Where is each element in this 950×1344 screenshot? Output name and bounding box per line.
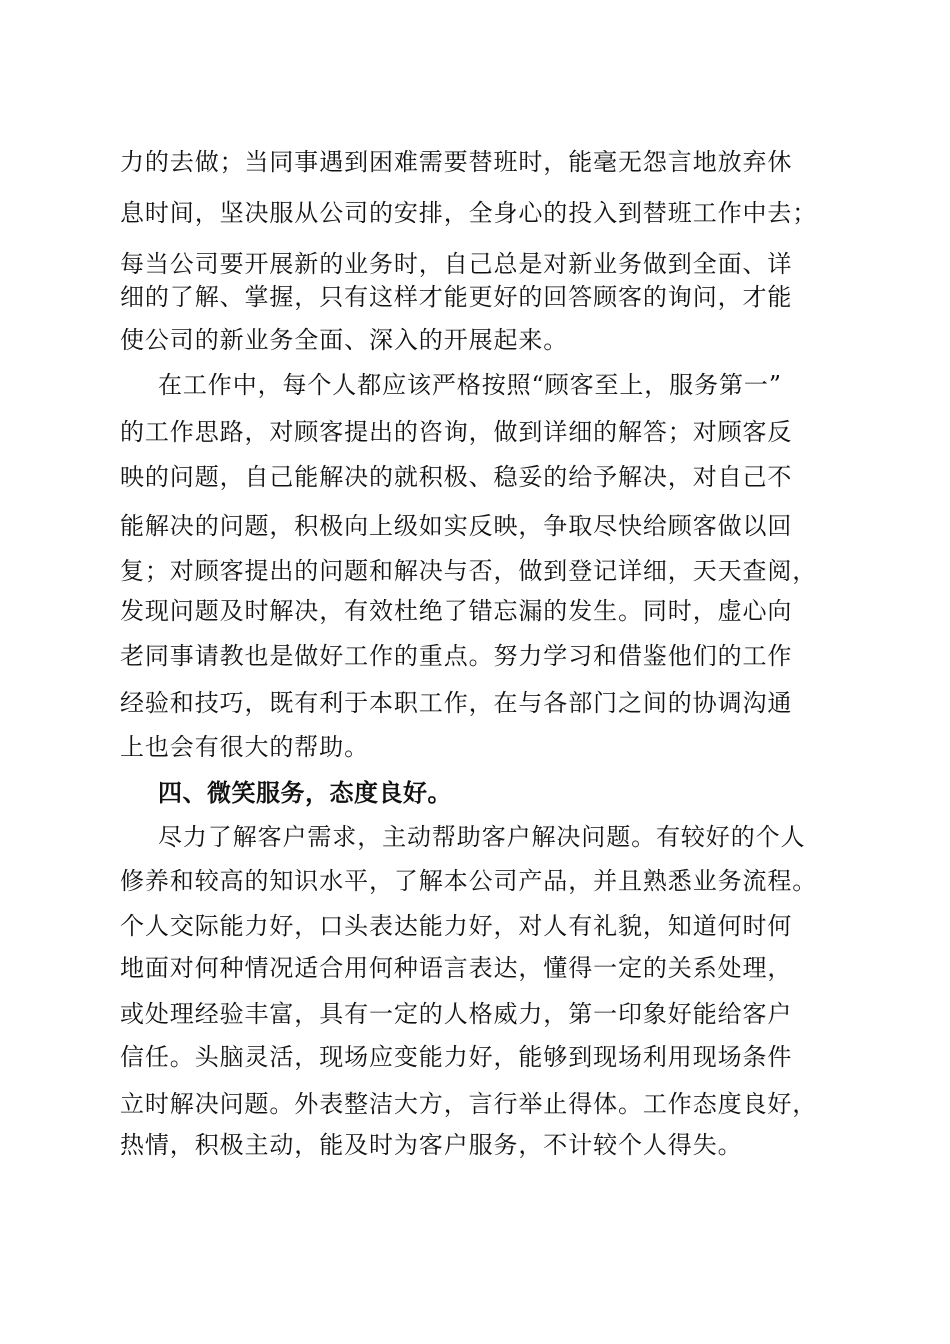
paragraph-3-line-1: 尽力了解客户需求，主动帮助客户解决问题。有较好的个人 — [158, 823, 806, 851]
paragraph-1-line-5: 使公司的新业务全面、深入的开展起来。 — [120, 326, 569, 354]
paragraph-1-line-4: 细的了解、掌握，只有这样才能更好的回答顾客的询问，才能 — [120, 283, 793, 311]
paragraph-1-line-3: 每当公司要开展新的业务时，自己总是对新业务做到全面、详 — [120, 250, 793, 278]
paragraph-1-line-1: 力的去做；当同事遇到困难需要替班时，能毫无怨言地放弃休 — [120, 148, 793, 176]
paragraph-3-line-8: 热情，积极主动，能及时为客户服务，不计较个人得失。 — [120, 1131, 743, 1159]
paragraph-2-line-3: 映的问题，自己能解决的就积极、稳妥的给予解决，对自己不 — [120, 463, 793, 491]
paragraph-2-line-7: 老同事请教也是做好工作的重点。努力学习和借鉴他们的工作 — [120, 642, 793, 670]
paragraph-2-line-1: 在工作中，每个人都应该严格按照“顾客至上，服务第一” — [158, 371, 782, 399]
paragraph-3-line-4: 地面对何种情况适合用何种语言表达，懂得一定的关系处理， — [120, 954, 793, 982]
paragraph-2-line-5: 复；对顾客提出的问题和解决与否，做到登记详细，天天查阅， — [120, 557, 818, 585]
paragraph-2-line-4: 能解决的问题，积极向上级如实反映，争取尽快给顾客做以回 — [120, 512, 793, 540]
paragraph-1-line-2: 息时间，坚决服从公司的安排，全身心的投入到替班工作中去； — [120, 199, 818, 227]
section-heading: 四、微笑服务，态度良好。 — [158, 779, 452, 807]
paragraph-3-line-2: 修养和较高的知识水平，了解本公司产品，并且熟悉业务流程。 — [120, 867, 818, 895]
paragraph-3-line-7: 立时解决问题。外表整洁大方，言行举止得体。工作态度良好， — [120, 1090, 818, 1118]
paragraph-2-line-6: 发现问题及时解决，有效杜绝了错忘漏的发生。同时，虚心向 — [120, 597, 793, 625]
paragraph-2-line-2: 的工作思路，对顾客提出的咨询，做到详细的解答；对顾客反 — [120, 418, 793, 446]
paragraph-2-line-9: 上也会有很大的帮助。 — [120, 733, 369, 761]
paragraph-3-line-5: 或处理经验丰富，具有一定的人格威力，第一印象好能给客户 — [120, 1000, 793, 1028]
paragraph-2-line-8: 经验和技巧，既有利于本职工作，在与各部门之间的协调沟通 — [120, 689, 793, 717]
paragraph-3-line-6: 信任。头脑灵活，现场应变能力好，能够到现场利用现场条件 — [120, 1043, 793, 1071]
paragraph-3-line-3: 个人交际能力好，口头表达能力好，对人有礼貌，知道何时何 — [120, 912, 793, 940]
